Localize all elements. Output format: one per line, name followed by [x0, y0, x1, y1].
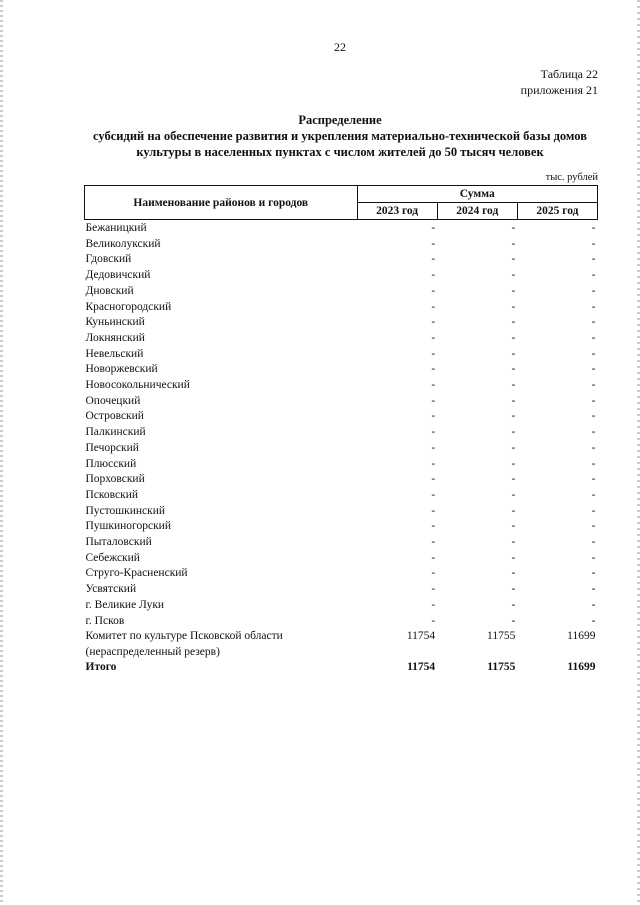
row-value: - — [591, 300, 596, 313]
row-value: - — [591, 269, 596, 282]
row-value: - — [511, 473, 516, 486]
row-value: - — [511, 551, 516, 564]
table-row — [85, 378, 598, 394]
header-year: 2025 год — [517, 203, 597, 220]
table-row — [85, 566, 598, 582]
row-value: - — [431, 583, 436, 596]
row-value: - — [431, 331, 436, 344]
row-value: - — [511, 394, 516, 407]
row-name: Невельский — [85, 347, 144, 360]
row-name: Великолукский — [85, 237, 161, 250]
row-value: - — [431, 300, 436, 313]
row-name: Печорский — [85, 441, 139, 454]
row-value: - — [511, 316, 516, 329]
row-value: - — [431, 284, 436, 297]
row-name: Плюсский — [85, 457, 137, 470]
row-value: - — [591, 363, 596, 376]
row-value: - — [431, 520, 436, 533]
row-value: - — [431, 614, 436, 627]
row-value: - — [431, 426, 436, 439]
row-name: Островский — [85, 410, 144, 423]
table-reference-line1: Таблица 22 — [540, 67, 598, 81]
table-row — [85, 347, 598, 363]
table-row — [85, 457, 598, 473]
table-row — [85, 268, 598, 284]
table-row — [85, 252, 598, 268]
row-name: Пушкиногорский — [85, 520, 171, 533]
row-value: - — [511, 237, 516, 250]
row-value: - — [431, 253, 436, 266]
row-name: Пыталовский — [85, 536, 152, 549]
row-value: - — [431, 222, 436, 234]
row-name: г. Псков — [85, 614, 125, 627]
table-row — [85, 425, 598, 441]
row-value: - — [431, 394, 436, 407]
row-value: - — [591, 614, 596, 627]
header-sum: Сумма — [357, 186, 597, 203]
table-row — [85, 598, 598, 614]
row-value: - — [431, 473, 436, 486]
row-value: - — [431, 363, 436, 376]
row-name: Бежаницкий — [85, 222, 147, 234]
table-row — [85, 551, 598, 567]
row-name — [85, 629, 358, 660]
row-value: - — [511, 331, 516, 344]
row-value: - — [591, 426, 596, 439]
row-value: - — [431, 457, 436, 470]
header-name: Наименование районов и городов — [85, 186, 358, 220]
row-value: - — [591, 253, 596, 266]
table-row — [85, 284, 598, 300]
row-value: - — [511, 347, 516, 360]
table-row — [85, 362, 598, 378]
row-value: - — [511, 284, 516, 297]
row-value: - — [591, 331, 596, 344]
row-name: Новоржевский — [85, 363, 158, 376]
row-value: - — [591, 441, 596, 454]
table-row — [85, 504, 598, 520]
row-value: - — [431, 316, 436, 329]
row-value: - — [431, 410, 436, 423]
units-label: тыс. рублей — [545, 172, 598, 183]
total-value: 11699 — [567, 661, 596, 674]
row-name-line1: Комитет по культуре Псковской области — [85, 630, 283, 643]
table-row — [85, 472, 598, 488]
row-value: - — [431, 598, 436, 611]
row-value: - — [591, 222, 596, 234]
row-value: - — [591, 473, 596, 486]
header-year: 2024 год — [437, 203, 517, 220]
row-value: - — [431, 347, 436, 360]
row-value: - — [591, 520, 596, 533]
row-value: - — [511, 614, 516, 627]
row-value: - — [431, 551, 436, 564]
row-value: 11755 — [487, 630, 516, 643]
table-row-total — [85, 660, 598, 676]
row-value: - — [431, 488, 436, 501]
document-title — [70, 112, 610, 160]
row-value: - — [511, 426, 516, 439]
row-value: - — [511, 504, 516, 517]
row-name: Локнянский — [85, 331, 145, 344]
row-name: Усвятский — [85, 583, 137, 596]
row-value: - — [591, 488, 596, 501]
row-name: Дновский — [85, 284, 134, 297]
row-value: - — [511, 520, 516, 533]
table-row — [85, 441, 598, 457]
row-value: - — [511, 567, 516, 580]
row-value: - — [511, 300, 516, 313]
row-name: Опочецкий — [85, 394, 141, 407]
row-name: Струго-Красненский — [85, 567, 188, 580]
total-label: Итого — [85, 661, 117, 674]
row-name: Палкинский — [85, 426, 146, 439]
row-name-line2: (нераспределенный резерв) — [85, 645, 220, 658]
row-name: Новосокольнический — [85, 379, 190, 392]
row-value: - — [591, 536, 596, 549]
page-number: 22 — [334, 40, 346, 54]
title-line2: субсидий на обеспечение развития и укрепления материально-технической базы домов — [93, 129, 587, 143]
total-value: 11754 — [407, 661, 436, 674]
row-value: - — [591, 410, 596, 423]
row-value: - — [591, 457, 596, 470]
row-value: - — [591, 379, 596, 392]
table-row — [85, 488, 598, 504]
title-line1: Распределение — [298, 113, 382, 127]
row-name: Дедовичский — [85, 269, 151, 282]
row-value: - — [431, 567, 436, 580]
row-value: - — [431, 269, 436, 282]
row-value: - — [511, 222, 516, 234]
table-row — [85, 409, 598, 425]
table-row — [85, 582, 598, 598]
row-value: - — [591, 598, 596, 611]
row-value: - — [511, 583, 516, 596]
table-row — [85, 535, 598, 551]
table-row — [85, 614, 598, 630]
row-name: Псковский — [85, 488, 139, 501]
row-name: Порховский — [85, 473, 145, 486]
table-row — [85, 237, 598, 253]
row-value: - — [591, 551, 596, 564]
row-value: - — [511, 441, 516, 454]
row-value: - — [431, 504, 436, 517]
row-value: - — [511, 536, 516, 549]
row-value: 11754 — [406, 630, 436, 643]
row-value: - — [511, 488, 516, 501]
row-value: - — [431, 379, 436, 392]
row-name: Гдовский — [85, 253, 132, 266]
title-line3: культуры в населенных пунктах с числом жителей до 50 тысяч человек — [136, 145, 544, 159]
row-value: - — [591, 504, 596, 517]
row-value: - — [431, 237, 436, 250]
row-value: - — [591, 347, 596, 360]
row-value: - — [591, 583, 596, 596]
row-value: - — [511, 363, 516, 376]
table-row — [85, 519, 598, 535]
total-value: 11755 — [487, 661, 516, 674]
row-value: - — [591, 394, 596, 407]
table-row — [85, 331, 598, 347]
table-row — [85, 300, 598, 316]
table-body — [85, 220, 598, 676]
row-value: - — [591, 237, 596, 250]
subsidy-table — [84, 185, 598, 676]
row-value: - — [591, 316, 596, 329]
table-row-committee — [85, 629, 598, 660]
table-row — [85, 315, 598, 331]
row-value: - — [431, 536, 436, 549]
row-name: Красногородский — [85, 300, 172, 313]
row-value: - — [511, 379, 516, 392]
row-value: - — [511, 457, 516, 470]
table-reference-line2: приложения 21 — [520, 83, 598, 97]
table-row — [85, 220, 598, 237]
row-name: Себежский — [85, 551, 140, 564]
row-value: - — [431, 441, 436, 454]
header-year: 2023 год — [357, 203, 437, 220]
row-value: - — [511, 269, 516, 282]
row-value: - — [511, 253, 516, 266]
row-name: Пустошкинский — [85, 504, 166, 517]
row-value: - — [511, 598, 516, 611]
row-name: г. Великие Луки — [85, 598, 165, 611]
table-row — [85, 394, 598, 410]
row-value: - — [591, 567, 596, 580]
row-value: - — [591, 284, 596, 297]
row-value: - — [511, 410, 516, 423]
scan-edge-left — [0, 0, 3, 905]
row-value: 11699 — [567, 630, 596, 643]
table-reference — [521, 66, 598, 98]
row-name: Куньинский — [85, 316, 145, 329]
